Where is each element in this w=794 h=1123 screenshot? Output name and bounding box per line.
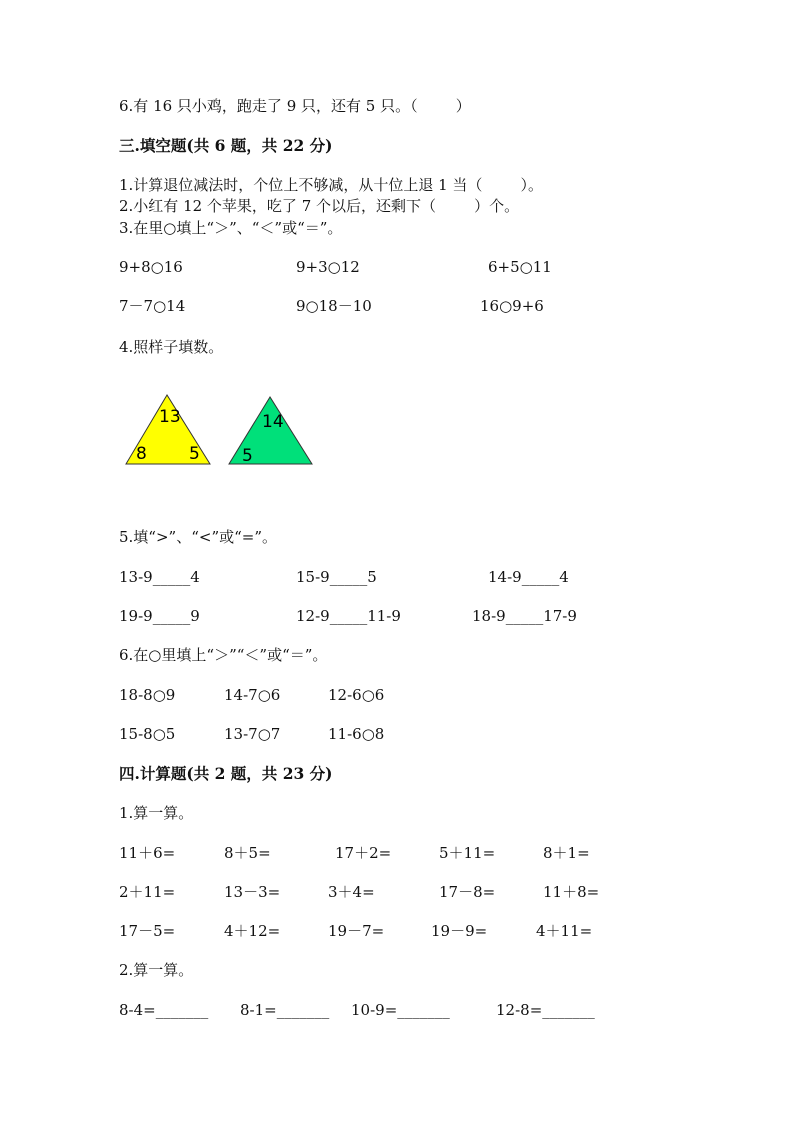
circle-compare-item: 13-7○7 [224, 725, 281, 743]
section-3-heading: 三.填空题(共 6 题，共 22 分) [119, 136, 333, 155]
calc-blank-item: 8-1=_______ [240, 1001, 330, 1019]
question-4-1: 1.算一算。 [119, 804, 194, 822]
calc-item: 4＋12= [224, 922, 281, 940]
calc-blank-item: 12-8=_______ [496, 1001, 595, 1019]
calc-item: 8＋5= [224, 844, 271, 862]
circle-compare-item: 18-8○9 [119, 686, 176, 704]
compare-item: 7－7○14 [119, 297, 186, 315]
compare-item: 9+8○16 [119, 258, 183, 276]
question-3-2: 2.小红有 12 个苹果，吃了 7 个以后，还剩下（ ）个。 [119, 197, 520, 215]
question-4-2: 2.算一算。 [119, 961, 194, 979]
question-3-1: 1.计算退位减法时，个位上不够减，从十位上退 1 当（ ）。 [119, 176, 544, 194]
triangle-1-left-number: 8 [136, 444, 147, 464]
question-3-3: 3.在里○填上“＞”、“＜”或“＝”。 [119, 219, 343, 237]
compare-item: 9+3○12 [296, 258, 360, 276]
blank-compare-item: 19-9_____9 [119, 607, 200, 625]
calc-item: 17－5= [119, 922, 176, 940]
compare-item: 9○18－10 [296, 297, 372, 315]
calc-blank-item: 8-4=_______ [119, 1001, 209, 1019]
circle-compare-item: 14-7○6 [224, 686, 281, 704]
blank-compare-item: 13-9_____4 [119, 568, 200, 586]
triangle-2-left-number: 5 [242, 446, 253, 466]
question-3-6: 6.在○里填上“＞”“＜”或“＝”。 [119, 646, 328, 664]
question-6-top: 6.有 16 只小鸡，跑走了 9 只，还有 5 只。（ ） [119, 97, 471, 115]
calc-item: 3＋4= [328, 883, 375, 901]
calc-item: 11＋6= [119, 844, 176, 862]
calc-item: 5＋11= [439, 844, 496, 862]
calc-item: 13－3= [224, 883, 281, 901]
blank-compare-item: 12-9_____11-9 [296, 607, 401, 625]
triangle-2-top-number: 14 [262, 412, 284, 432]
question-3-4: 4.照样子填数。 [119, 338, 224, 356]
calc-item: 17＋2= [335, 844, 392, 862]
compare-item: 16○9+6 [480, 297, 544, 315]
triangle-1-right-number: 5 [189, 444, 200, 464]
calc-item: 8＋1= [543, 844, 590, 862]
circle-compare-item: 12-6○6 [328, 686, 385, 704]
section-4-heading: 四.计算题(共 2 题，共 23 分) [119, 764, 333, 783]
calc-item: 11＋8= [543, 883, 600, 901]
blank-compare-item: 15-9_____5 [296, 568, 377, 586]
compare-item: 6+5○11 [488, 258, 552, 276]
circle-compare-item: 11-6○8 [328, 725, 385, 743]
blank-compare-item: 18-9_____17-9 [472, 607, 577, 625]
calc-item: 17－8= [439, 883, 496, 901]
triangle-diagram [122, 392, 322, 472]
calc-blank-item: 10-9=_______ [351, 1001, 450, 1019]
circle-compare-item: 15-8○5 [119, 725, 176, 743]
calc-item: 4＋11= [536, 922, 593, 940]
blank-compare-item: 14-9_____4 [488, 568, 569, 586]
calc-item: 19－9= [431, 922, 488, 940]
question-3-5: 5.填“>”、“<”或“=”。 [119, 528, 278, 546]
calc-item: 2＋11= [119, 883, 176, 901]
triangle-1-top-number: 13 [159, 407, 181, 427]
calc-item: 19－7= [328, 922, 385, 940]
